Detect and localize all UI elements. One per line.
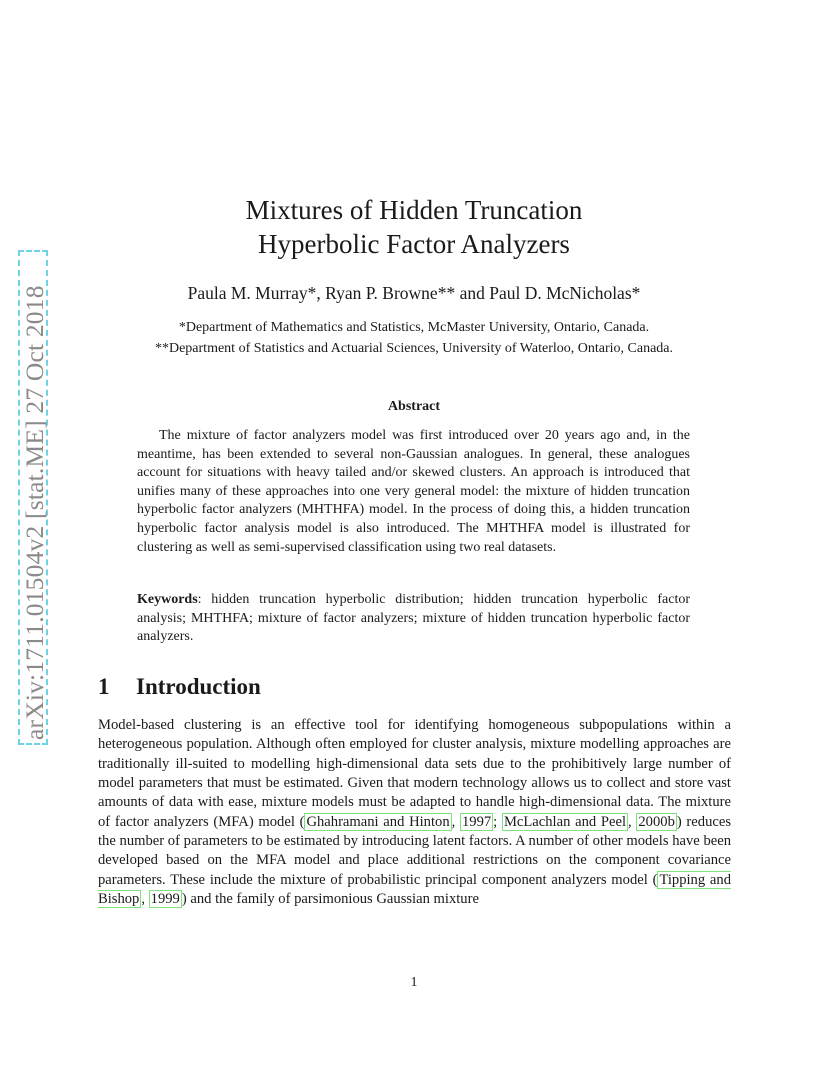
title-line-2: Hyperbolic Factor Analyzers — [258, 229, 570, 259]
page-number: 1 — [410, 975, 418, 990]
keywords-text: : hidden truncation hyperbolic distribution; hidden truncation hyperbolic factor analysis; MHTHFA; mixture of factor analyzers; mixture of hidden truncation hyperbolic factor analyzers. — [137, 592, 690, 645]
section-number: 1 — [98, 674, 110, 699]
citation-author[interactable]: McLachlan and Peel — [503, 813, 627, 830]
citation-year[interactable]: 1997 — [461, 813, 492, 830]
affiliation-1: *Department of Mathematics and Statistics, McMaster University, Ontario, Canada. — [178, 320, 650, 335]
keywords-label: Keywords — [137, 592, 198, 607]
citation-list-separator: ; — [493, 813, 502, 830]
title-line-1: Mixtures of Hidden Truncation — [245, 195, 583, 225]
citation-separator: , — [141, 891, 149, 908]
citation-year[interactable]: 1999 — [150, 891, 180, 908]
keywords — [137, 591, 690, 647]
citation-link-ghahramani-hinton[interactable] — [304, 813, 451, 831]
intro-paragraph — [98, 716, 731, 909]
citation-separator: , — [628, 813, 637, 830]
citation-year-link-1999[interactable] — [149, 890, 182, 908]
intro-text-3: ) and the family of parsimonious Gaussian mixture — [181, 891, 479, 908]
paper-title — [0, 193, 828, 261]
citation-author[interactable]: Ghahramani and Hinton — [306, 813, 450, 830]
citation-year[interactable]: 2000b — [638, 813, 675, 830]
abstract-heading: Abstract — [387, 399, 441, 414]
arxiv-id-link[interactable]: arXiv:1711.01504v2 [stat.ME] 27 Oct 2018 — [20, 285, 49, 740]
author-list: Paula M. Murray*, Ryan P. Browne** and Paul D. McNicholas* — [187, 283, 641, 303]
citation-link-mclachlan-peel[interactable] — [502, 813, 628, 831]
citation-year-link-1997[interactable] — [460, 813, 493, 831]
section-title: Introduction — [136, 674, 261, 699]
citation-author[interactable]: Tipping and Bishop — [98, 871, 732, 908]
section-heading — [98, 674, 261, 700]
intro-text-2: ) reduces the number of parameters to be estimated by introducing latent factors. A number of other models have been developed based on the MFA model and place additional restrictions on the component covariance parameters. These include the mixture of probabilistic principal component analyzers model ( — [98, 813, 731, 888]
intro-text-1: Model-based clustering is an effective tool for identifying homogeneous subpopulations within a heterogeneous population. Although often employed for cluster analysis, mixture modelling approaches are traditionally ill-suited to modelling high-dimensional data sets due to the prohibitively large number of model parameters that must be estimated. Given that modern technology allows us to collect and store vast amounts of data with ease, mixture models must be adapted to handle high-dimensional data. The mixture of factor analyzers (MFA) model ( — [98, 717, 731, 830]
citation-separator: , — [451, 813, 460, 830]
abstract-text: The mixture of factor analyzers model was first introduced over 20 years ago and, in the meantime, has been extended to several non-Gaussian analogues. In general, these analogues account for situations with heavy tailed and/or skewed clusters. An approach is introduced that unifies many of these approaches into one very general model: the mixture of hidden truncation hyperbolic factor analyzers (MHTHFA) model. In the process of doing this, a hidden truncation hyperbolic factor analysis model is also introduced. The MHTHFA model is illustrated for clustering as well as semi-supervised classification using two real datasets. — [137, 428, 690, 555]
citation-year-link-2000b[interactable] — [636, 813, 676, 831]
affiliation-2: **Department of Statistics and Actuarial Sciences, University of Waterloo, Ontario, Canada. — [154, 341, 674, 356]
